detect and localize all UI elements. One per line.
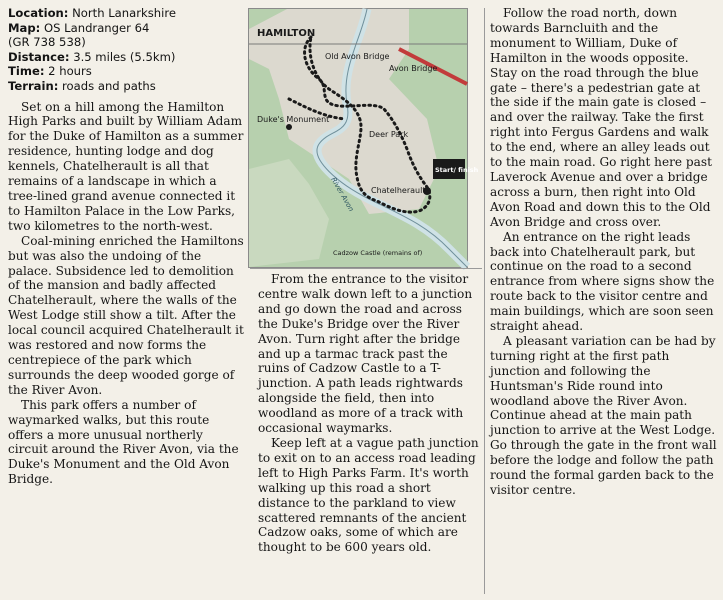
- map-label-chatelherault: Chatelherault: [371, 186, 426, 195]
- route-map: [248, 8, 479, 268]
- paragraph: A pleasant variation can be had by turning right at the first path junction and following the Huntsman's Ride round into woodland above the River Avon. Continue ahead at the main path junction to arrive at the West Lodge. Go through the gate in the front wall before the lodge and follow the path round the formal garden back to the visitor centre.: [490, 333, 717, 497]
- article-column-2: [258, 272, 480, 594]
- map-label-old-avon-bridge: Old Avon Bridge: [325, 52, 390, 61]
- fact-grid-ref: (GR 738 538): [8, 35, 86, 50]
- paragraph: An entrance on the right leads back into Chatelherault park, but continue on the road to a second entrance from where signs show the route back to the visitor centre and main buildings, which are soon seen straight ahead.: [490, 229, 715, 334]
- monument-marker: [286, 124, 292, 130]
- map-label-start-finish: Start/ finish: [435, 166, 479, 174]
- park-area: [249, 159, 329, 267]
- map-label-deer-park: Deer Park: [369, 130, 409, 139]
- map-label-hamilton: HAMILTON: [257, 28, 316, 39]
- walk-facts: [8, 6, 246, 94]
- article-column-3: [490, 6, 718, 596]
- paragraph: This park offers a number of waymarked walks, but this route offers a more unusual northerly circuit around the River Avon, via the Duke's Monument and the Old Avon Bridge.: [8, 397, 239, 487]
- fact-location: Location: North Lanarkshire: [8, 6, 176, 20]
- column-divider: [250, 268, 482, 269]
- map-label-dukes-monument: Duke's Monument: [257, 115, 330, 124]
- fact-map: Map: OS Landranger 64: [8, 20, 150, 35]
- map-label-avon-bridge: Avon Bridge: [389, 64, 438, 73]
- paragraph: From the entrance to the visitor centre walk down left to a junction and go down the road and across the Duke's Bridge over the River Avon. Turn right after the bridge and up a tarmac track past the ruins of Cadzow Castle to a T-junction. A path leads rightwards alongside the field, then into woodland as more of a track with occasional waymarks.: [258, 272, 473, 436]
- paragraph: Set on a hill among the Hamilton High Parks and built by William Adam for the Duke of Hamilton as a summer residence, hunting lodge and dog kennels, Chatelherault is all that remains of a landscape in which a tree-lined grand avenue connected it to Hamilton Palace in the Low Parks, two kilometres to the north-west.: [8, 99, 244, 233]
- fact-time: Time: 2 hours: [8, 64, 92, 79]
- map-label-cadzow-castle: Cadzow Castle (remains of): [333, 249, 423, 257]
- column-divider: [484, 8, 485, 594]
- paragraph: Follow the road north, down towards Barncluith and the monument to William, Duke of Hamilton in the woods opposite. Stay on the road through the blue gate – there's a pedestrian gate at the side if the main gate is closed – and over the railway. Take the first right into Fergus Gardens and walk to the end, where an alley leads out to the main road. Go right here past Laverock Avenue and over a bridge across a burn, then right into Old Avon Road and down this to the Old Avon Bridge and cross over.: [490, 6, 712, 229]
- paragraph: Keep left at a vague path junction to exit on to an access road leading left to High Parks Farm. It's worth walking up this road a short distance to the parkland to view scattered remnants of the ancient Cadzow oaks, some of which are thought to be 600 years old.: [258, 435, 479, 555]
- fact-terrain: Terrain: roads and paths: [8, 78, 156, 93]
- paragraph: Coal-mining enriched the Hamiltons but was also the undoing of the palace. Subsidence led to demolition of the mansion and badly affected Chatelherault, where the walls of the West Lodge still show a tilt. After the local council acquired Chatelherault it was restored and now forms the centrepiece of the park which surrounds the deep wooded gorge of the River Avon.: [8, 233, 244, 397]
- fact-distance: Distance: 3.5 miles (5.5km): [8, 49, 176, 64]
- article-column-1: [8, 6, 246, 596]
- route-map-drawing: [249, 9, 479, 267]
- map-label-river-avon: River Avon: [329, 176, 356, 213]
